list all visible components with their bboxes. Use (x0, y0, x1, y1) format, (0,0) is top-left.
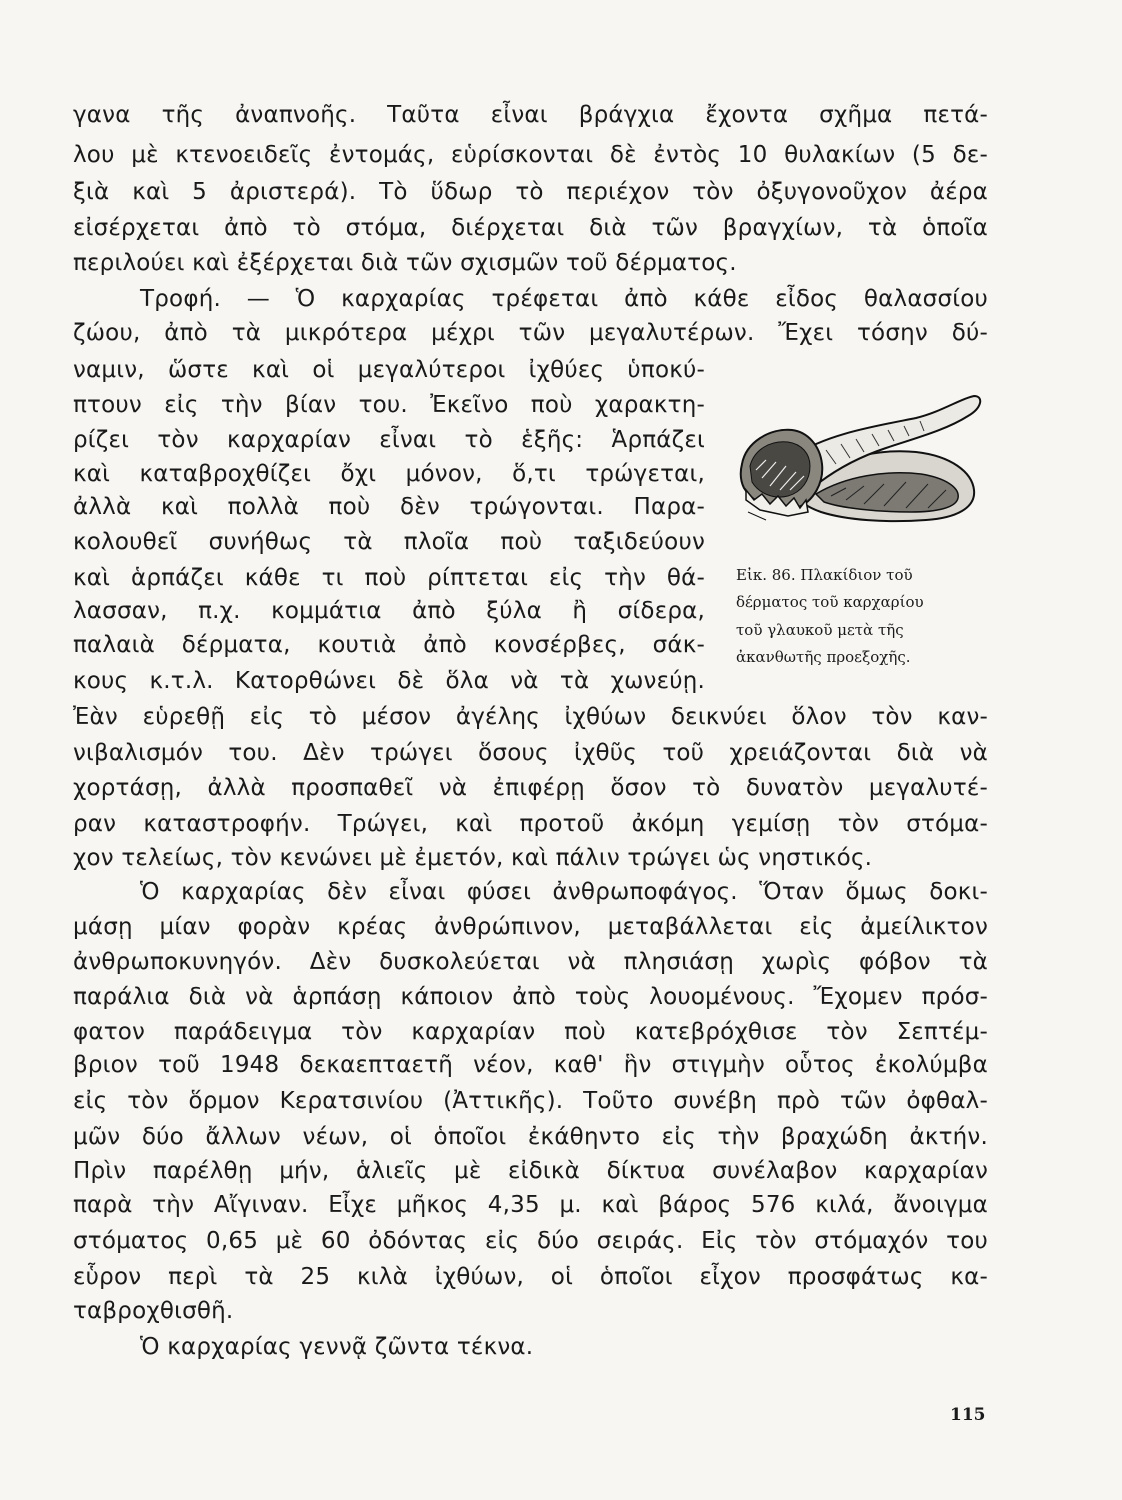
text-line: βριον τοῦ 1948 δεκαεπταετῆ νέον, καθ' ἣν στιγμὴν οὗτος ἐκολύμβα (73, 1052, 988, 1078)
text-line: ταβροχθισθῆ. (73, 1298, 234, 1324)
page-number: 115 (950, 1405, 986, 1425)
paragraph-start-gennai: Ὁ καρχαρίας γεννᾷ ζῶντα τέκνα. (140, 1334, 534, 1360)
text-line: Ἐὰν εὑρεθῇ εἰς τὸ μέσον ἀγέλης ἰχθύων δεικνύει ὅλον τὸν καν- (73, 704, 988, 730)
text-line: λασσαν, π.χ. κομμάτια ἀπὸ ξύλα ἢ σίδερα, (73, 598, 705, 624)
text-line: περιλούει καὶ ἐξέρχεται διὰ τῶν σχισμῶν τοῦ δέρματος. (73, 250, 737, 276)
text-line: μῶν δύο ἄλλων νέων, οἱ ὁποῖοι ἐκάθηντο εἰς τὴν βραχώδη ἀκτήν. (73, 1124, 988, 1150)
text-line: νιβαλισμόν του. Δὲν τρώγει ὅσους ἰχθῦς τοῦ χρειάζονται διὰ νὰ (73, 740, 988, 766)
text-line: χον τελείως, τὸν κενώνει μὲ ἐμετόν, καὶ πάλιν τρώγει ὡς νηστικός. (73, 845, 873, 871)
text-line: πτουν εἰς τὴν βίαν του. Ἐκεῖνο ποὺ χαρακτη- (73, 392, 705, 418)
text-line: φατον παράδειγμα τὸν καρχαρίαν ποὺ κατεβρόχθισε τὸν Σεπτέμ- (73, 1019, 988, 1045)
figure-caption-line: ἀκανθωτῆς προεξοχῆς. (736, 648, 911, 666)
text-line: εὗρον περὶ τὰ 25 κιλὰ ἰχθύων, οἱ ὁποῖοι εἶχον προσφάτως κα- (73, 1264, 988, 1290)
text-line: γανα τῆς ἀναπνοῆς. Ταῦτα εἶναι βράγχια ἔχοντα σχῆμα πετά- (73, 102, 988, 128)
text-line: στόματος 0,65 μὲ 60 ὀδόντας εἰς δύο σειράς. Εἰς τὸν στόμαχόν του (73, 1228, 988, 1254)
text-line: παράλια διὰ νὰ ἁρπάσῃ κάποιον ἀπὸ τοὺς λουομένους. Ἔχομεν πρόσ- (73, 984, 988, 1010)
text-line: εἰσέρχεται ἀπὸ τὸ στόμα, διέρχεται διὰ τῶν βραγχίων, τὰ ὁποῖα (73, 215, 988, 241)
text-line: ραν καταστροφήν. Τρώγει, καὶ προτοῦ ἀκόμη γεμίσῃ τὸν στόμα- (73, 811, 988, 837)
text-line: εἰς τὸν ὅρμον Κερατσινίου (Ἀττικῆς). Τοῦτο συνέβη πρὸ τῶν ὀφθαλ- (73, 1088, 988, 1114)
text-line: καὶ ἁρπάζει κάθε τι ποὺ ρίπτεται εἰς τὴν θά- (73, 565, 705, 591)
figure-caption-line: δέρματος τοῦ καρχαρίου (736, 593, 924, 611)
text-line: λου μὲ κτενοειδεῖς ἐντομάς, εὑρίσκονται δὲ ἐντὸς 10 θυλακίων (5 δε- (73, 142, 988, 168)
text-line: Πρὶν παρέλθῃ μήν, ἁλιεῖς μὲ εἰδικὰ δίκτυα συνέλαβον καρχαρίαν (73, 1158, 988, 1184)
text-line: ξιὰ καὶ 5 ἀριστερά). Τὸ ὕδωρ τὸ περιέχον τὸν ὀξυγονοῦχον ἀέρα (73, 179, 988, 205)
figure-caption-line: τοῦ γλαυκοῦ μετὰ τῆς (736, 621, 904, 639)
text-line: ἀλλὰ καὶ πολλὰ ποὺ δὲν τρώγονται. Παρα- (73, 494, 705, 520)
paragraph-start-anthropofagos: Ὁ καρχαρίας δὲν εἶναι φύσει ἀνθρωποφάγος. Ὅταν ὅμως δοκι- (140, 879, 988, 905)
text-line: ναμιν, ὥστε καὶ οἱ μεγαλύτεροι ἰχθύες ὑποκύ- (73, 357, 705, 383)
text-line: παλαιὰ δέρματα, κουτιὰ ἀπὸ κονσέρβες, σάκ- (73, 632, 705, 658)
text-line: καὶ καταβροχθίζει ὄχι μόνον, ὅ,τι τρώγεται, (73, 461, 705, 487)
figure-caption-line: Εἰκ. 86. Πλακίδιον τοῦ (736, 566, 913, 584)
text-line: ρίζει τὸν καρχαρίαν εἶναι τὸ ἑξῆς: Ἁρπάζει (73, 427, 705, 453)
text-line: κους κ.τ.λ. Κατορθώνει δὲ ὅλα νὰ τὰ χωνεύῃ. (73, 668, 705, 694)
text-line: μάσῃ μίαν φορὰν κρέας ἀνθρώπινον, μεταβάλλεται εἰς ἀμείλικτον (73, 914, 988, 940)
text-line: κολουθεῖ συνήθως τὰ πλοῖα ποὺ ταξιδεύουν (73, 529, 705, 555)
text-line: ζώου, ἀπὸ τὰ μικρότερα μέχρι τῶν μεγαλυτέρων. Ἔχει τόσην δύ- (73, 320, 988, 346)
paragraph-start-trofi: Τροφή. — Ὁ καρχαρίας τρέφεται ἀπὸ κάθε εἶδος θαλασσίου (140, 286, 988, 312)
shark-skin-placoid-scale-illustration (736, 390, 990, 526)
text-line: ἀνθρωποκυνηγόν. Δὲν δυσκολεύεται νὰ πλησιάσῃ χωρὶς φόβον τὰ (73, 949, 988, 975)
text-line: χορτάσῃ, ἀλλὰ προσπαθεῖ νὰ ἐπιφέρῃ ὅσον τὸ δυνατὸν μεγαλυτέ- (73, 775, 988, 801)
text-line: παρὰ τὴν Αἴγιναν. Εἶχε μῆκος 4,35 μ. καὶ βάρος 576 κιλά, ἄνοιγμα (73, 1192, 988, 1218)
